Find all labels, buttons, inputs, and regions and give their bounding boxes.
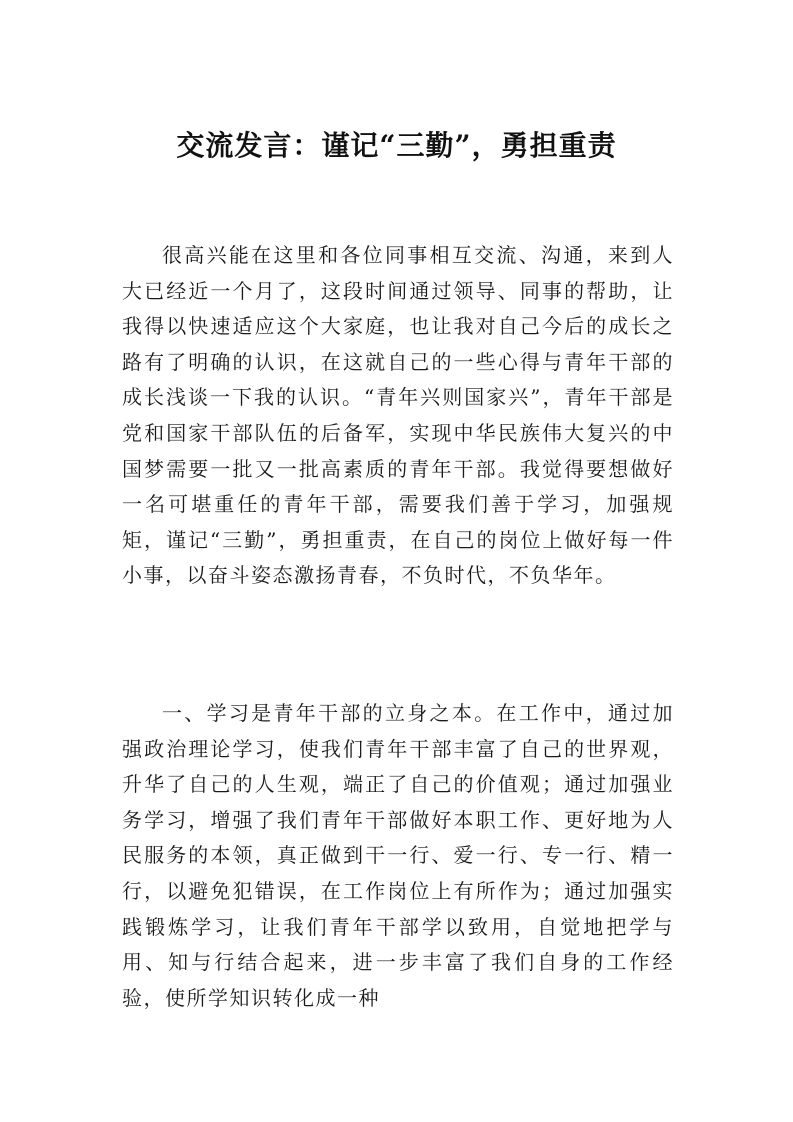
document-title: 交流发言：谨记“三勤”，勇担重责 [176,129,617,162]
body-paragraph-intro: 很高兴能在这里和各位同事相互交流、沟通，来到人大已经近一个月了，这段时间通过领导、同事的帮助，让我得以快速适应这个大家庭，也让我对自己今后的成长之路有了明确的认识，在这就自己的一些心得与青年干部的成长浅谈一下我的认识。“青年兴则国家兴”，青年干部是党和国家干部队伍的后备军，实现中华民族伟大复兴的中国梦需要一批又一批高素质的青年干部。我觉得要想做好一名可堪重任的青年干部，需要我们善于学习，加强规矩，谨记“三勤”，勇担重责，在自己的岗位上做好每一件小事，以奋斗姿态激扬青春，不负时代，不负华年。 [122,243,674,588]
body-paragraph-section-one: 一、学习是青年干部的立身之本。在工作中，通过加强政治理论学习，使我们青年干部丰富了自己的世界观，升华了自己的人生观，端正了自己的价值观；通过加强业务学习，增强了我们青年干部做好本职工作、更好地为人民服务的本领，真正做到干一行、爱一行、专一行、精一行，以避免犯错误，在工作岗位上有所作为；通过加强实践锻炼学习，让我们青年干部学以致用，自觉地把学与用、知与行结合起来，进一步丰富了我们自身的工作经验，使所学知识转化成一种 [122,701,674,1010]
